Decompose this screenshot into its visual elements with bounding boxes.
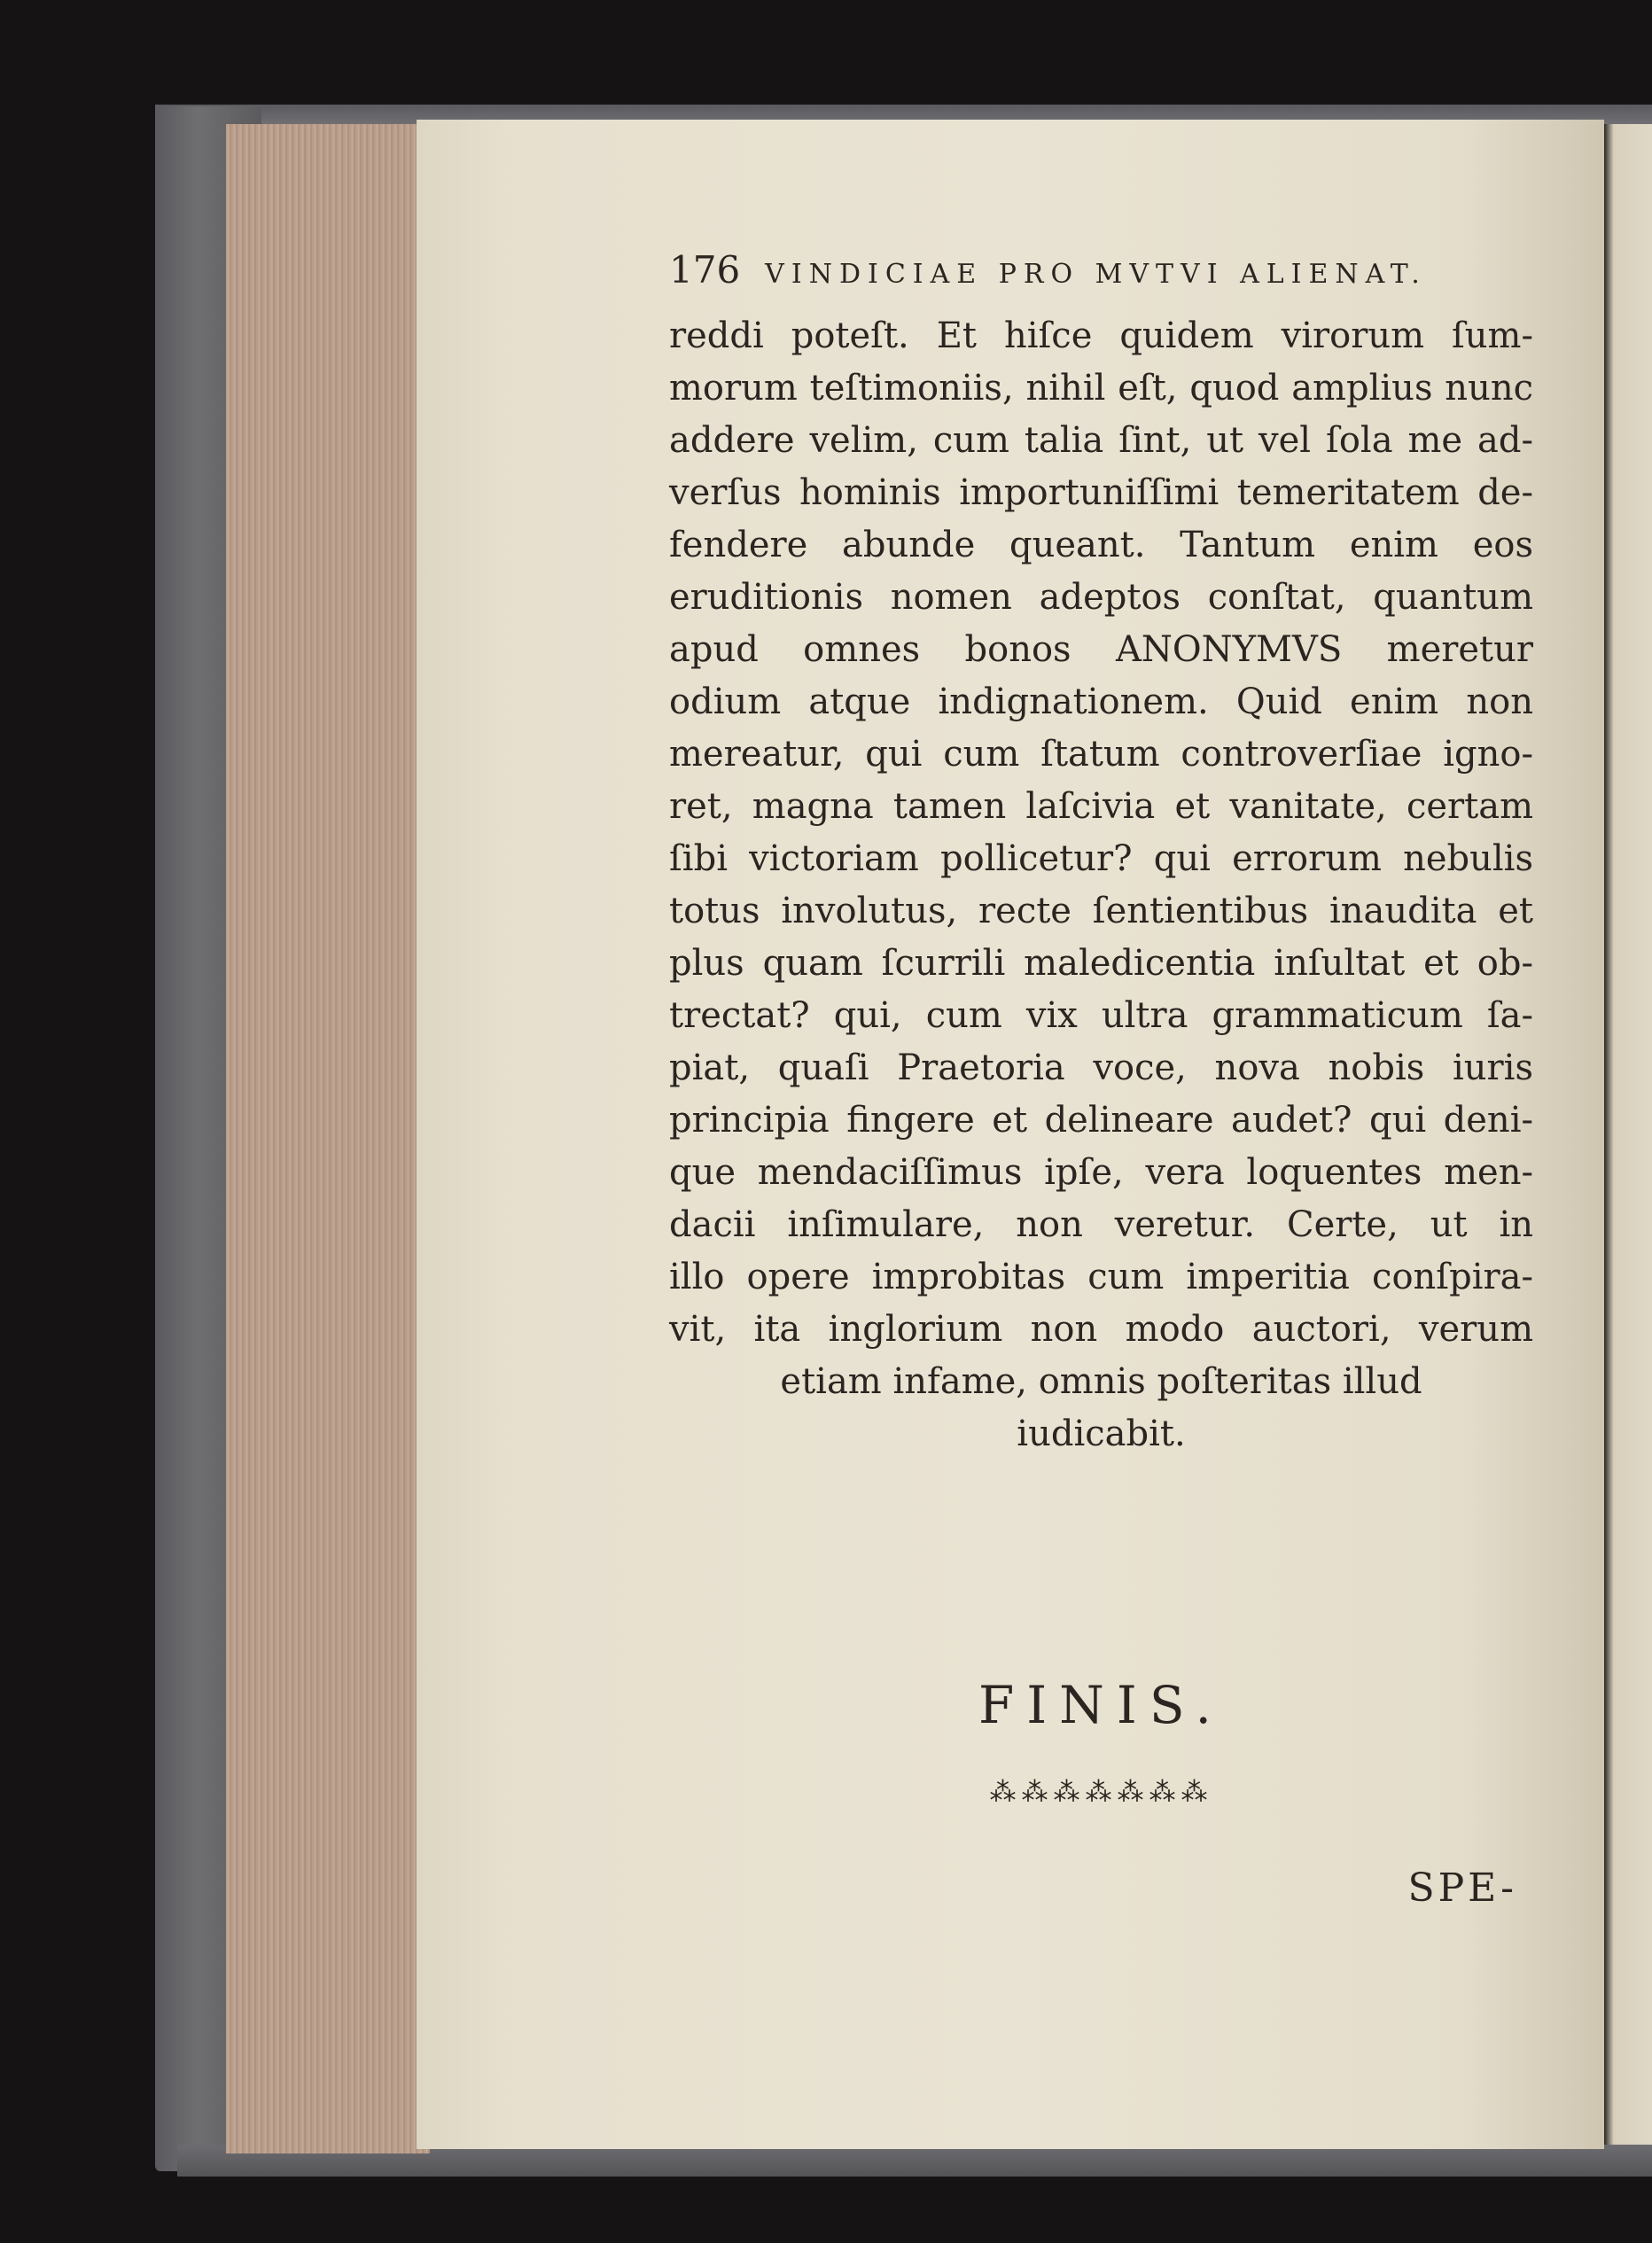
running-head: VINDICIAE PRO MVTVI ALIENAT.	[765, 259, 1427, 290]
text-line: vit, ita inglorium non modo auctori, verum	[669, 1309, 1533, 1350]
text-line: apud omnes bonos ANONYMVS meretur	[669, 629, 1533, 670]
text-line: addere velim, cum talia ſint, ut vel ſola me ad-	[669, 420, 1533, 461]
text-line: etiam infame, omnis poſteritas illud	[780, 1361, 1422, 1402]
ornament-rule: ⁂⁂⁂⁂⁂⁂⁂	[989, 1777, 1213, 1808]
text-line: plus quam ſcurrili maledicentia inſultat et ob-	[669, 943, 1533, 984]
text-line: totus involutus, recte ſentientibus inaudita et	[669, 891, 1533, 931]
text-line: trectat? qui, cum vix ultra grammaticum ſa-	[669, 995, 1533, 1036]
text-line: que mendaciſſimus ipſe, vera loquentes men-	[669, 1152, 1533, 1193]
text-line: ſibi victoriam pollicetur? qui errorum nebulis	[669, 838, 1533, 879]
text-line: eruditionis nomen adeptos conſtat, quantum	[669, 577, 1533, 618]
text-line: reddi poteſt. Et hiſce quidem virorum ſum-	[669, 315, 1533, 356]
text-line: morum teſtimoniis, nihil eſt, quod amplius nunc	[669, 368, 1533, 409]
facing-page-edge	[1604, 124, 1652, 2145]
finis-heading: FINIS.	[978, 1675, 1224, 1735]
page-header	[669, 248, 1529, 292]
page-block-edges	[226, 124, 430, 2153]
text-line: principia fingere et delineare audet? qui deni-	[669, 1100, 1533, 1141]
text-line: fendere abunde queant. Tantum enim eos	[669, 525, 1533, 565]
text-line: illo opere improbitas cum imperitia conſpira-	[669, 1257, 1533, 1297]
text-line: mereatur, qui cum ſtatum controverſiae igno-	[669, 734, 1533, 775]
catchword: SPE-	[1407, 1865, 1517, 1911]
text-line: dacii inſimulare, non veretur. Certe, ut in	[669, 1204, 1533, 1245]
text-line: piat, quaſi Praetoria voce, nova nobis iuris	[669, 1048, 1533, 1088]
text-line: ret, magna tamen laſcivia et vanitate, certam	[669, 786, 1533, 827]
text-line: verſus hominis importuniſſimi temeritatem de-	[669, 472, 1533, 513]
page-number: 176	[669, 248, 741, 292]
text-line: odium atque indignationem. Quid enim non	[669, 681, 1533, 722]
text-line: iudicabit.	[1017, 1414, 1186, 1454]
body-text	[669, 310, 1533, 1460]
